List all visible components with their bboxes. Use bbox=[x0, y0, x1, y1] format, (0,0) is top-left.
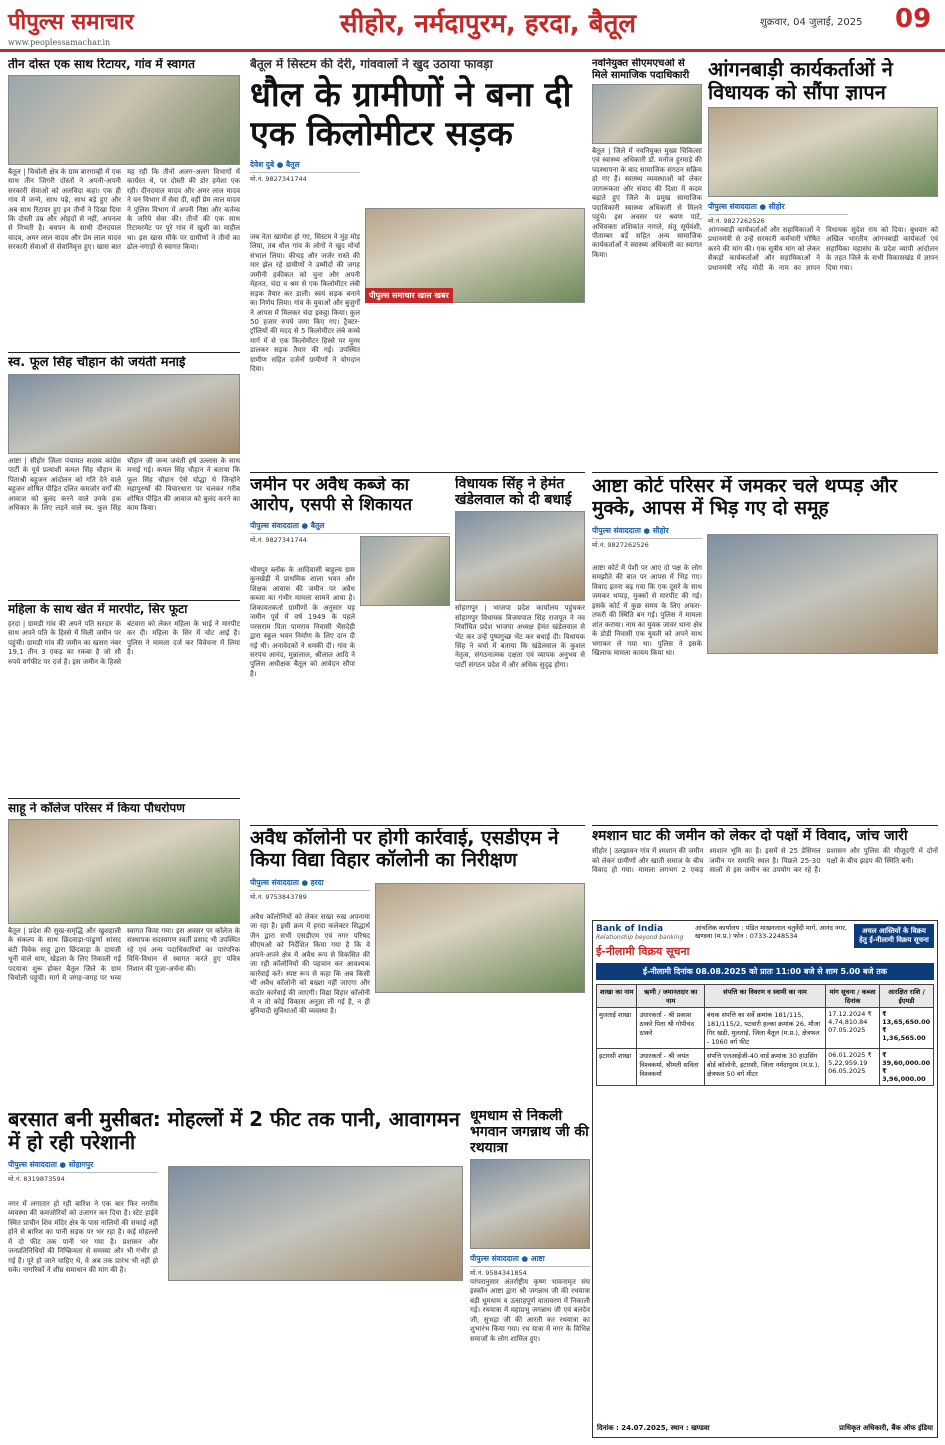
story-body: आष्टा | सीहोर जिला पंचायत सदस्य कांग्रेस पार्टी के पूर्व प्रत्याशी कमल सिंह चौहान के पिताश्री बहुजन आंदोलन को गति देने वाले बहुजन शोषित पीड़ित दलित कमजोर वर्गों की आवाज को बुलंद करने वाले उनके हक अधिकार के लिए लड़ने वाले स्व. फूल सिंह चौहान जी जन्म जयंती हर्ष उल्लास के साथ मनाई गई। कमल सिंह चौहान ने बताया कि फूल सिंह चौहान ऐसे योद्धा थे जिन्होंने महापुरुषों की विचारधारा पर चलकर गरीब शोषित पीड़ित की आवाज को बुलंद करने का काम किया। bbox=[8, 456, 240, 513]
mobile-number: मो.नं. 9584341854 bbox=[470, 1269, 527, 1278]
logo-text: पीपुल्स समाचार bbox=[8, 9, 134, 35]
divider bbox=[8, 352, 240, 353]
story-rathyatra bbox=[470, 1108, 590, 1438]
col-reserve: आरक्षित राशि / ईएमडी bbox=[880, 985, 934, 1008]
cell-borrower: उधारकर्ता - श्री जयंत विश्वकर्मा, श्रीमती सविता विश्वकर्मा bbox=[637, 1049, 704, 1086]
story-body: भीमपुर ब्लॉक के आदिवासी बाहुल्य ग्राम कुनखेड़ी में प्राथमिक शाला भवन और शिक्षक आवास की जमीन पर अवैध कब्जा का गंभीर मामला सामने आया है। शिकायतकर्ता ग्रामीणों के अनुसार यह जमीन पूर्व में वर्ष 1949 के पहले परसराम पिता पामराव निवासी भैंसदेही द्वारा स्कूल भवन निर्माण के लिए दान दी गई थी। अनावेदकों ने धमकी दी। गांव के सरपंच आनंद, मुन्नालाल, श्रीलाल आदि ने पुलिस अधीक्षक बैतूल को आवेदन सौंपा है। bbox=[250, 566, 355, 678]
cell-reserve: ₹ 39,60,000.00 ₹ 3,96,000.00 bbox=[880, 1049, 934, 1086]
story-illegal-colony bbox=[250, 828, 585, 1108]
col-demand: मांग सूचना / कब्जा दिनांक bbox=[826, 985, 880, 1008]
bank-name: Bank of India bbox=[596, 924, 664, 934]
mobile-number: मो.नं. 9827262526 bbox=[708, 217, 765, 225]
headline: बरसात बनी मुसीबत: मोहल्लों में 2 फीट तक पानी, आवागमन में हो रही परेशानी bbox=[8, 1108, 460, 1154]
ad-signatory: प्राधिकृत अधिकारी, बैंक ऑफ इंडिया bbox=[839, 1424, 933, 1432]
divider bbox=[250, 825, 585, 826]
masthead bbox=[0, 0, 945, 52]
story-birth-anniversary bbox=[8, 356, 240, 596]
col-property: संपत्ति का विवरण व स्वामी का नाम bbox=[704, 985, 825, 1008]
story-body: जब नेता खामोश हो गए, सिस्टम ने मुंह मोड़ लिया, तब धौल गांव के लोगों ने खुद मोर्चा संभाल लिया। कीचड़ और जर्जर रास्ते की मार झेल रहे ग्रामीणों ने उम्मीदों की जगह जमीनी हकीकत को चुना और अपनी मेहनत, चंदा व श्रम से एक किलोमीटर लंबी सड़क तैयार कर डाली। स्वयं सड़क बनाने का निर्णय लिया। गांव के युवाओं और बुजुर्गों ने आपस में मिलकर चंदा इकट्ठा किया। कुल 50 हजार रुपये जमा किए गए। ट्रैक्टर-ट्रॉलियों की मदद से 5 किलोमीटर लंबे कच्चे मार्ग में से एक किलोमीटर हिस्से पर मुरम डालकर सड़क तैयार की गई। उपस्थित ग्रामीण सहित दर्जनों ग्रामीणों ने योगदान दिया। bbox=[250, 233, 360, 374]
photo-anganwadi bbox=[708, 107, 938, 197]
cell-branch: मुलताई शाखा bbox=[597, 1008, 637, 1049]
bank-auction-notice bbox=[592, 920, 938, 1438]
story-body: आष्टा कोर्ट में पेशी पर आए दो पक्ष के लोग समझौते की बात पर आपस में भिड़ गए। विवाद इतना बढ़ गया कि एक दूसरे के साथ जमकर थप्पड़, मुक्कों से मारपीट की गई। इसके कोर्ट में कुछ समय के लिए अफरा-तफरी की स्थिति बन गई। पुलिस ने मामला शांत कराया। नाम का युवक जावर थाना क्षेत्र के डोडी निवासी एक युवती को अपने साथ भगाकर ले गया था। पुलिस ने इसके खिलाफ मामला कायम किया था। bbox=[592, 564, 702, 657]
exclusive-badge: पीपुल्स समाचार खास खबर bbox=[365, 288, 453, 303]
headline: धौल के ग्रामीणों ने बना दी एक किलोमीटर सड़क bbox=[250, 74, 572, 154]
story-body: सीहोर | उलझावन गांव में श्मशान की जमीन को लेकर ग्रामीणों और खाती समाज के बीच विवाद हो गया। मामला लगभग 2 एकड़ श्मशान भूमि का है। इसमें से 25 डेसिमल जमीन पर समाधि स्थल है। पिछले 25-30 सालों से इस जमीन का उपयोग कर रहे हैं। प्रशासन और पुलिस की मौजूदगी में दोनों पक्षों के बीच झड़प की स्थिति बनी। bbox=[592, 847, 938, 874]
story-rain bbox=[8, 1108, 463, 1438]
story-body: सोहागपुर | भाजपा प्रदेश कार्यालय पहुंचकर सोहागपुर विधायक विजयपाल सिंह राजपूत ने नव निर्वाचित प्रदेश भाजपा अध्यक्ष हेमंत खंडेलवाल से भेंट कर उन्हें पुष्पगुच्छ भेंट कर बधाई दी। विधायक सिंह ने चर्चा में बताया कि खंडेलवाल के कुशल नेतृत्व, संगठनात्मक दक्षता एवं व्यापक अनुभव से पार्टी संगठन प्रदेश में और अधिक सुदृढ़ होगा। bbox=[455, 604, 585, 669]
cell-reserve: ₹ 13,65,650.00 ₹ 1,36,565.00 bbox=[880, 1008, 934, 1049]
byline: पीपुल्स संवाददाता ● बैतूल bbox=[250, 519, 450, 534]
mobile-number: मो.नं. 9827341744 bbox=[250, 174, 307, 183]
divider bbox=[592, 472, 938, 473]
ad-footer: दिनांक : 24.07.2025, स्थान : खण्डवा bbox=[597, 1424, 710, 1432]
auction-table bbox=[596, 984, 934, 1086]
story-body: बैतूल | प्रदेश की सुख-समृद्धि और खुशहाली के संकल्प के साथ छिंदवाड़ा-पांढुर्णा सांसद बंटी विवेक साहू द्वारा छिंदवाड़ा के दायजी धूनी वाले धाम, खेड़ला के लिए निकाली गई पदयात्रा शुरू होकर बैतूल जिले के ग्राम चिचोली पहुंची। मार्ग में जगह-जगह पर भव्य स्वागत किया गया। इस अवसर पर कॉलेज के संस्थापक सदस्यगण स्वर्ती प्रसाद भी उपस्थित रहे एवं अन्य पदाधिकारियों का पारंपरिक विधि-विधान से स्वागत करते हुए पवित्र निशान की पूजा-अर्चना की। bbox=[8, 926, 240, 982]
headline: अवैध कॉलोनी पर होगी कार्रवाई, एसडीएम ने किया विद्या विहार कॉलोनी का निरीक्षण bbox=[250, 828, 559, 871]
table-header-row bbox=[597, 985, 934, 1008]
story-body: हरदा | ग्रामडी गांव की अपने पति सरदार के साथ अपने पति के हिस्से में मिली जमीन पर पहुंची। ग्रामडी गांव की जमीन का खसरा नंबर 19,1 तीन 3 एकड़ का रकबा है जो सौ रुपये वर्गफीट पर दर्ज है। इस जमीन के हिस्से बंटवारा को लेकर महिला के भाई ने मारपीट कर दी। महिला के सिर में चोट आई है। पुलिस ने मामला दर्ज कर विवेचना में लिया है। bbox=[8, 619, 240, 666]
headline: तीन दोस्त एक साथ रिटायर, गांव में स्वागत bbox=[8, 58, 195, 71]
headline: श्मशान घाट की जमीन को लेकर दो पक्षों में विवाद, जांच जारी bbox=[592, 828, 908, 844]
photo-colony bbox=[375, 883, 585, 993]
table-row bbox=[597, 1008, 934, 1049]
mobile-number: मो.नं. 9827262526 bbox=[592, 540, 649, 549]
col-branch: शाखा का नाम bbox=[597, 985, 637, 1008]
mobile-number: मो.नं. 9753843789 bbox=[250, 892, 307, 901]
photo-congratulations bbox=[455, 511, 585, 601]
headline: साहू ने कॉलेज परिसर में किया पौधरोपण bbox=[8, 802, 185, 815]
headline: महिला के साथ खेत में मारपीट, सिर फूटा bbox=[8, 603, 188, 616]
office-address: आंचलिक कार्यालय : पंडित माखनलाल चतुर्वेदी मार्ग, आनंद नगर, खण्डवा (म.प्र.) फोन : 0733-2248534 bbox=[695, 924, 848, 941]
divider bbox=[8, 798, 240, 799]
cell-demand: 17.12.2024 ₹ 4,74,810.84 07.05.2025 bbox=[826, 1008, 880, 1049]
story-congratulations bbox=[455, 476, 585, 821]
story-body: नगर में लगातार हो रही बारिश ने एक बार फिर नगरीय व्यवस्था की कमजोरियों को उजागर कर दिया है। स्टेट हाईवे स्थित प्राचीन शिव मंदिर क्षेत्र के पास नालियों की सफाई नहीं होने से बारिश का पानी सड़क पर भर रहा है। कई मोहल्लों में दो फीट तक पानी भर गया है। प्रशासन और जनप्रतिनिधियों की निष्क्रियता से समस्या और भी गंभीर हो गई है। पूरे हो जाने चाहिए थे, वे अब तक प्रारंभ भी नहीं हो सके। नागरिकों ने शीघ्र समाधान की मांग की है। bbox=[8, 1200, 158, 1275]
bank-brand bbox=[596, 924, 691, 959]
bank-tagline: Relationship beyond banking bbox=[596, 934, 684, 941]
issue-date: शुक्रवार, 04 जुलाई, 2025 bbox=[760, 17, 863, 28]
story-retirement bbox=[8, 58, 240, 348]
newspaper-logo[interactable] bbox=[8, 6, 134, 47]
headline: स्व. फूल सिंह चौहान की जयंती मनाई bbox=[8, 356, 186, 370]
cell-borrower: उधारकर्ता - श्री प्रकाश ठाकरे पिता श्री गोपीचंद ठाकरे bbox=[637, 1008, 704, 1049]
story-court-fight bbox=[592, 476, 938, 821]
story-cmho bbox=[592, 58, 702, 468]
photo-cmho bbox=[592, 84, 702, 144]
story-land-encroachment bbox=[250, 476, 450, 821]
byline: पीपुल्स संवाददाता ● हरदा bbox=[250, 876, 370, 891]
table-row bbox=[597, 1049, 934, 1086]
cell-property: संपत्ति एलआईजी-40 वार्ड क्रमांक 30 हाउसिंग बोर्ड कॉलोनी, इटारसी, जिला नर्मदापुरम (म.प्र.), क्षेत्रफल 50 वर्ग मीटर bbox=[704, 1049, 825, 1086]
photo-land bbox=[360, 536, 450, 606]
story-body: अवैध कॉलोनियों को लेकर सख्त रुख अपनाया जा रहा है। इसी क्रम में हरदा कलेक्टर सिद्धार्थ जैन द्वारा सभी एसडीएम एवं नगर परिषद सीएमओ को निर्देशित किया गया है कि वे अपने-अपने क्षेत्र में अवैध रूप से विकसित की जा रही कॉलोनियों की पहचान कर आवश्यक कार्रवाई करें। स्पष्ट रूप से कहा कि अब किसी भी अवैध कॉलोनी को बख्शा नहीं जाएगा और कठोर कार्रवाई की जाएगी। विद्या विहार कॉलोनी में न तो कोई विकास अनुज्ञा ली गई है, न ही बुनियादी सुविधाओं की व्यवस्था है। bbox=[250, 913, 370, 1016]
page-number: 09 bbox=[895, 4, 932, 34]
headline: आंगनबाड़ी कार्यकर्ताओं ने विधायक को सौंपा ज्ञापन bbox=[708, 58, 893, 104]
photo-plantation bbox=[8, 819, 240, 924]
byline: पीपुल्स संवाददाता ● सीहोर bbox=[708, 200, 848, 215]
story-cremation-ground bbox=[592, 828, 938, 916]
photo-rathyatra bbox=[470, 1159, 590, 1249]
headline: नवनियुक्त सीएमएचओ से मिले सामाजिक पदाधिकारी bbox=[592, 58, 690, 81]
photo-waterlogging bbox=[168, 1166, 463, 1281]
ad-header bbox=[596, 924, 934, 959]
mobile-number: मो.नं. 9827341744 bbox=[250, 536, 307, 545]
lead-story-road bbox=[250, 58, 585, 468]
byline: देवेश दुबे ● बैतूल bbox=[250, 158, 360, 173]
website-link[interactable]: www.peoplessamachar.in bbox=[8, 38, 111, 47]
section-title: सीहोर, नर्मदापुरम, हरदा, बैतूल bbox=[340, 9, 637, 39]
story-body: बैतूल | जिले में नवनियुक्त मुख्य चिकित्सा एवं स्वास्थ्य अधिकारी डॉ. मनोज हुरमाड़े की पदस्थापना के बाद सामाजिक संगठन सक्रिय हो गए हैं। स्वास्थ्य व्यवस्थाओं को लेकर जागरूकता और संवाद की दिशा में कदम बढ़ाते हुए जिले के प्रमुख सामाजिक पदाधिकारी स्वास्थ्य अधिकारी से मिलने पहुंचे। इस अवसर पर श्रवण पाटे, अधिवक्ता शशिकांत नागले, संतू सूर्यवंशी, पीताम्बर बर्डे सहित अन्य सामाजिक कार्यकर्ताओं ने स्वास्थ्य अधिकारी का स्वागत किया। bbox=[592, 147, 702, 259]
photo-anniversary bbox=[8, 374, 240, 454]
cell-branch: इटारसी शाखा bbox=[597, 1049, 637, 1086]
byline: पीपुल्स संवाददाता ● सीहोर bbox=[592, 524, 702, 539]
headline: धूमधाम से निकली भगवान जगन्नाथ जी की रथयात्रा bbox=[470, 1108, 589, 1157]
headline: विधायक सिंह ने हेमंत खंडेलवाल को दी बधाई bbox=[455, 476, 572, 509]
divider bbox=[592, 825, 938, 826]
auction-date-banner: ई-नीलामी दिनांक 08.08.2025 को प्रातः 11:00 बजे से शाम 5.00 बजे तक bbox=[596, 963, 934, 980]
story-body: आंगनबाड़ी कार्यकर्ताओं और सहायिकाओं ने प्रधानमंत्री से उन्हें सरकारी कर्मचारी घोषित करने की मांग की। एक सूत्रीय मांग को लेकर सैकड़ों कार्यकर्ताओं और सहायिकाओं ने प्रधानमंत्री नरेंद्र मोदी के नाम का ज्ञापन विधायक सुदेश राय को दिया। बुधवार को अखिल भारतीय आंगनबाड़ी कार्यकर्ता एवं सहायिका महासंघ के प्रदेश व्यापी आंदोलन के तहत जिले के सभी विकासखंड में ज्ञापन दिया गया। bbox=[708, 225, 938, 272]
story-assault bbox=[8, 603, 240, 793]
mobile-number: मो.नं. 8319873594 bbox=[8, 1175, 65, 1183]
col-borrower: ऋणी / जमानतदार का नाम bbox=[637, 985, 704, 1008]
cell-property: बंधक संपत्ति का सर्वे क्रमांक 181/115, 181/115/2, पटवारी हल्का क्रमांक 26, मौजा गिर खड़ी, मुलताई, जिला बैतूल (म.प्र.), क्षेत्रफल - 1060 वर्ग फीट bbox=[704, 1008, 825, 1049]
story-body: बैतूल | चिचोली क्षेत्र के ग्राम बारगाव्ही में एक साथ तीन जिगरी दोस्तों ने अपनी-अपनी सरकारी सेवाओं को अलविदा कहा। एक ही गांव में जन्मे, साथ पढ़े, साथ बड़े हुए और अब साथ रिटायर हुए इन तीनों ने दिखा दिया कि दोस्ती उम्र और ओहदों से नहीं, अपनत्व से निभती है। बचपन के साथी दीनदयाल यादव, अमर लाल यादव और प्रेम लाल यादव सरकारी सेवाओं से सेवानिवृत्त हुए। खास बात यह रही कि तीनों अलग-अलग विभागों में कार्यरत थे, पर दोस्ती की डोर हमेशा एक रही। दीनदयाल यादव और अमर लाल यादव ने वन विभाग में सेवा दी, वहीं प्रेम लाल यादव ने पुलिस विभाग में अपनी निष्ठा और कर्तव्य के जरिये सेवा की। तीनों की एक साथ रिटायरमेंट पर पूरे गांव में खुशी का माहौल था। इस खास मौके पर ग्रामीणों ने तीनों का ढोल-नगाड़ों से स्वागत किया। bbox=[8, 167, 240, 252]
kicker: बैतूल में सिस्टम की देरी, गांववालों ने खुद उठाया फावड़ा bbox=[250, 58, 493, 71]
story-plantation bbox=[8, 802, 240, 1102]
byline: पीपुल्स संवाददाता ● आष्टा bbox=[470, 1252, 590, 1267]
story-body: परंपरानुसार अंतर्राष्ट्रीय कृष्ण भावनामृत संघ इस्कॉन आष्टा द्वारा श्री जगन्नाथ जी की रथयात्रा बड़ी धूमधाम व उत्साहपूर्ण वातावरण में निकाली गई। रथयात्रा में महाप्रभु जगन्नाथ जी एवं बलदेव जी, सुभद्रा जी की आरती कर रथयात्रा का शुभारंभ किया गया। रथ यात्रा में नगर के विभिन्न समाजों के लोग शामिल हुए। bbox=[470, 1278, 590, 1343]
byline: पीपुल्स संवाददाता ● सोहागपुर bbox=[8, 1158, 158, 1173]
divider bbox=[8, 600, 240, 601]
photo-court-fight bbox=[707, 534, 938, 654]
cell-demand: 06.01.2025 ₹ 5,22,959.19 06.05.2025 bbox=[826, 1049, 880, 1086]
headline: आष्टा कोर्ट परिसर में जमकर चले थप्पड़ और मुक्के, आपस में भिड़ गए दो समूह bbox=[592, 476, 898, 519]
ad-title: ई-नीलामी विक्रय सूचना bbox=[596, 945, 690, 958]
headline: जमीन पर अवैध कब्जे का आरोप, एसपी से शिकायत bbox=[250, 476, 413, 515]
annexure-title: अचल आस्तियों के विक्रय हेतु ई-नीलामी विक्रय सूचना bbox=[854, 924, 934, 948]
story-anganwadi bbox=[708, 58, 938, 468]
photo-retirement bbox=[8, 75, 240, 165]
divider bbox=[250, 472, 585, 473]
